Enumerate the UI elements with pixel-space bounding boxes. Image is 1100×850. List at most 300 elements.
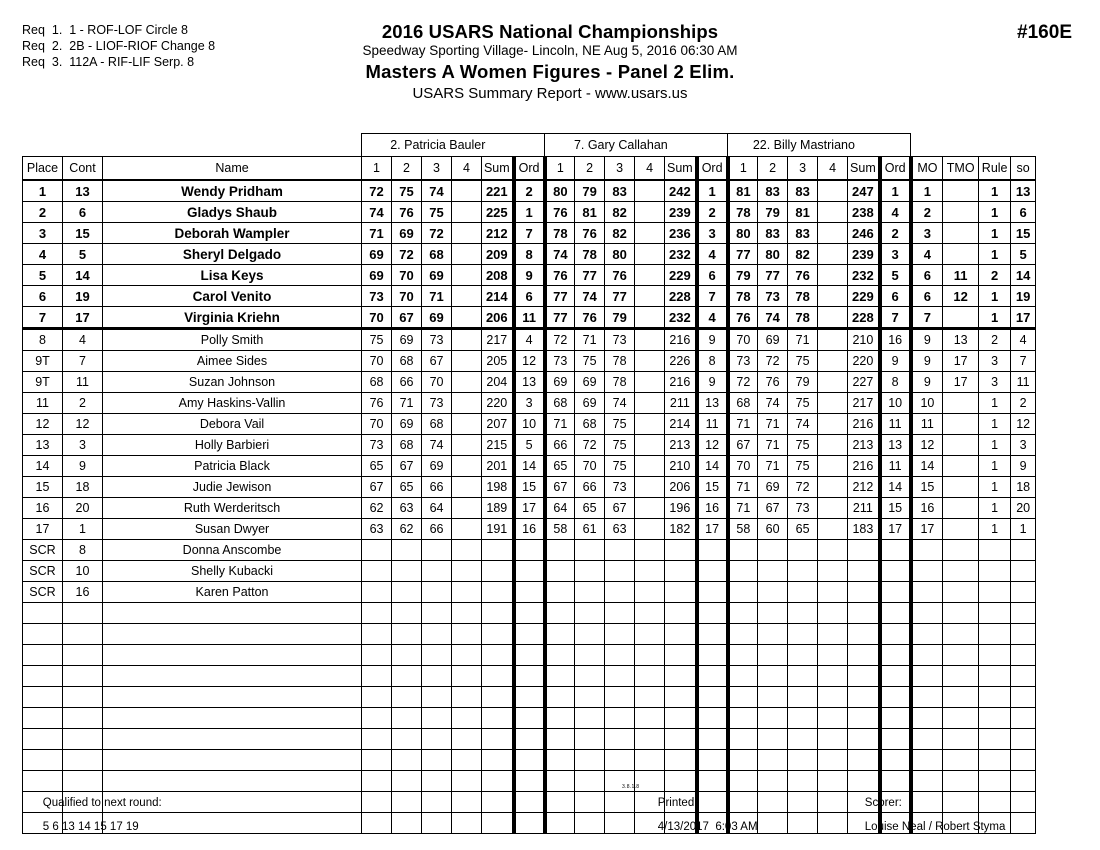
cell-cont: 1 <box>63 519 103 540</box>
cell-j1-f4 <box>452 729 482 750</box>
cell-mo: 9 <box>911 372 943 393</box>
cell-j1-f2: 75 <box>392 180 422 202</box>
cell-cont <box>63 645 103 666</box>
cell-j2-sum: 214 <box>665 414 697 435</box>
cell-j2-f4 <box>635 582 665 603</box>
cell-rule: 1 <box>979 456 1011 477</box>
judge-3-band-tail <box>880 134 911 157</box>
cell-j1-f1: 65 <box>362 456 392 477</box>
cell-tmo <box>943 435 979 456</box>
cell-j3-ord <box>880 687 911 708</box>
cell-name: Shelly Kubacki <box>103 561 362 582</box>
cell-so <box>1011 729 1036 750</box>
cell-j1-f3: 67 <box>422 351 452 372</box>
cell-j2-sum: 206 <box>665 477 697 498</box>
cell-j2-ord <box>697 561 728 582</box>
cell-j1-ord <box>514 582 545 603</box>
cell-j2-ord: 4 <box>697 244 728 265</box>
cell-j2-f4 <box>635 540 665 561</box>
cell-mo: 6 <box>911 286 943 307</box>
cell-rule <box>979 750 1011 771</box>
cell-cont: 19 <box>63 286 103 307</box>
cell-j1-f4 <box>452 244 482 265</box>
cell-j3-f1: 72 <box>728 372 758 393</box>
cell-j3-ord: 7 <box>880 307 911 329</box>
cell-j3-f1 <box>728 540 758 561</box>
cell-j3-f1 <box>728 561 758 582</box>
cell-j1-f1: 76 <box>362 393 392 414</box>
cell-j2-sum <box>665 645 697 666</box>
cell-j1-ord <box>514 645 545 666</box>
table-row-empty[interactable] <box>23 750 1036 771</box>
cell-j1-f3 <box>422 603 452 624</box>
cell-j3-f2: 69 <box>758 477 788 498</box>
cell-j1-sum <box>482 813 514 834</box>
cell-j1-f1 <box>362 813 392 834</box>
cell-j2-f1 <box>545 708 575 729</box>
cell-j3-f3 <box>788 813 818 834</box>
cell-j3-f4 <box>818 603 848 624</box>
cell-j3-f2: 73 <box>758 286 788 307</box>
cell-mo: 7 <box>911 307 943 329</box>
cell-j3-f2 <box>758 582 788 603</box>
cell-so: 14 <box>1011 265 1036 286</box>
cell-j3-sum: 220 <box>848 351 880 372</box>
cell-j2-f2 <box>575 813 605 834</box>
cell-j1-f1: 69 <box>362 265 392 286</box>
cell-so <box>1011 603 1036 624</box>
cell-j3-sum: 213 <box>848 435 880 456</box>
cell-so: 18 <box>1011 477 1036 498</box>
printed-label: Printed: <box>657 797 698 809</box>
cell-j2-f4 <box>635 307 665 329</box>
cell-j3-f1: 70 <box>728 329 758 351</box>
cell-place <box>23 624 63 645</box>
cell-j1-sum <box>482 708 514 729</box>
cell-j3-ord <box>880 729 911 750</box>
cell-j2-f2: 72 <box>575 435 605 456</box>
cell-j1-f3: 68 <box>422 244 452 265</box>
cell-name: Virginia Kriehn <box>103 307 362 329</box>
table-row-empty[interactable] <box>23 708 1036 729</box>
cell-j2-sum <box>665 666 697 687</box>
cell-j1-ord <box>514 540 545 561</box>
table-row[interactable] <box>23 307 1036 329</box>
cell-j3-f4 <box>818 813 848 834</box>
cell-j2-f1 <box>545 666 575 687</box>
cell-cont: 16 <box>63 582 103 603</box>
cell-j2-f2 <box>575 561 605 582</box>
cell-j2-f2: 70 <box>575 456 605 477</box>
table-row[interactable] <box>23 180 1036 202</box>
cell-j3-ord <box>880 750 911 771</box>
cell-j1-ord <box>514 561 545 582</box>
cell-j2-f3: 82 <box>605 223 635 244</box>
cell-j2-f2 <box>575 666 605 687</box>
report-subtitle: USARS Summary Report - www.usars.us <box>412 84 688 102</box>
cell-so: 6 <box>1011 202 1036 223</box>
cell-cont: 10 <box>63 561 103 582</box>
cell-mo: 16 <box>911 498 943 519</box>
cell-j2-f1: 73 <box>545 351 575 372</box>
cell-j3-f2: 71 <box>758 435 788 456</box>
cell-j1-f4 <box>452 180 482 202</box>
cell-j2-f2: 78 <box>575 244 605 265</box>
cell-rule: 1 <box>979 223 1011 244</box>
judge-band-row <box>23 134 1036 157</box>
col-head-j2-sum: Sum <box>665 157 697 181</box>
cell-j3-ord: 13 <box>880 435 911 456</box>
cell-j2-sum <box>665 624 697 645</box>
cell-cont: 20 <box>63 498 103 519</box>
cell-so <box>1011 624 1036 645</box>
cell-j3-f2: 83 <box>758 180 788 202</box>
cell-j3-sum <box>848 666 880 687</box>
cell-j2-f4 <box>635 202 665 223</box>
cell-rule <box>979 624 1011 645</box>
cell-j3-f3: 81 <box>788 202 818 223</box>
cell-j3-ord <box>880 582 911 603</box>
cell-j3-sum: 216 <box>848 414 880 435</box>
cell-j1-f4 <box>452 456 482 477</box>
cell-j1-f3: 73 <box>422 393 452 414</box>
cell-so: 15 <box>1011 223 1036 244</box>
cell-j2-f4 <box>635 624 665 645</box>
table-row-empty[interactable] <box>23 729 1036 750</box>
table-row[interactable] <box>23 265 1036 286</box>
judge-1-band-tail <box>514 134 545 157</box>
cell-place: 14 <box>23 456 63 477</box>
cell-j2-sum <box>665 540 697 561</box>
cell-tmo: 11 <box>943 265 979 286</box>
table-row-empty[interactable] <box>23 645 1036 666</box>
cell-j1-f4 <box>452 561 482 582</box>
col-head-j2-f4: 4 <box>635 157 665 181</box>
cell-j2-ord: 15 <box>697 477 728 498</box>
table-row[interactable] <box>23 540 1036 561</box>
cell-tmo <box>943 223 979 244</box>
cell-j2-f4 <box>635 708 665 729</box>
cell-so <box>1011 666 1036 687</box>
cell-so: 5 <box>1011 244 1036 265</box>
cell-j1-ord: 2 <box>514 180 545 202</box>
cell-j2-ord: 4 <box>697 307 728 329</box>
cell-j3-ord <box>880 540 911 561</box>
cell-j3-sum: 238 <box>848 202 880 223</box>
cell-j3-f4 <box>818 645 848 666</box>
cell-j1-ord <box>514 750 545 771</box>
cell-j1-f3: 72 <box>422 223 452 244</box>
cell-place <box>23 603 63 624</box>
requirement-2: Req 2. 2B - LIOF-RIOF Change 8 <box>22 39 216 53</box>
cell-j3-f3: 74 <box>788 414 818 435</box>
cell-j2-f2: 79 <box>575 180 605 202</box>
cell-j2-f4 <box>635 180 665 202</box>
cell-j2-f2 <box>575 729 605 750</box>
cell-j1-ord: 10 <box>514 414 545 435</box>
cell-j1-ord: 6 <box>514 286 545 307</box>
cell-j1-ord <box>514 603 545 624</box>
cell-j3-sum: 183 <box>848 519 880 540</box>
cell-j3-f4 <box>818 372 848 393</box>
cell-so <box>1011 582 1036 603</box>
cell-mo: 10 <box>911 393 943 414</box>
cell-j1-f4 <box>452 603 482 624</box>
cell-j1-f4 <box>452 414 482 435</box>
cell-j1-ord: 4 <box>514 329 545 351</box>
cell-cont: 5 <box>63 244 103 265</box>
cell-j2-f3 <box>605 708 635 729</box>
cell-j1-f3: 69 <box>422 307 452 329</box>
cell-j2-f3: 82 <box>605 202 635 223</box>
table-row[interactable] <box>23 519 1036 540</box>
cell-name: Polly Smith <box>103 329 362 351</box>
table-row[interactable] <box>23 561 1036 582</box>
cell-j1-sum: 217 <box>482 329 514 351</box>
cell-j1-f3: 69 <box>422 265 452 286</box>
report-footer <box>0 783 1100 833</box>
cell-j3-sum <box>848 582 880 603</box>
cell-j3-f2 <box>758 540 788 561</box>
cell-j2-ord: 8 <box>697 351 728 372</box>
cell-name: Judie Jewison <box>103 477 362 498</box>
table-row[interactable] <box>23 582 1036 603</box>
cell-j2-sum <box>665 729 697 750</box>
table-row-empty[interactable] <box>23 624 1036 645</box>
cell-j2-ord: 13 <box>697 393 728 414</box>
cell-name: Holly Barbieri <box>103 435 362 456</box>
cell-mo: 14 <box>911 456 943 477</box>
col-head-j3-ord: Ord <box>880 157 911 181</box>
cell-j3-f2: 83 <box>758 223 788 244</box>
cell-j3-f4 <box>818 435 848 456</box>
cell-name <box>103 603 362 624</box>
cell-j1-f2 <box>392 729 422 750</box>
col-head-j2-ord: Ord <box>697 157 728 181</box>
cell-j1-f4 <box>452 202 482 223</box>
cell-j1-f1: 63 <box>362 519 392 540</box>
cell-j2-f4 <box>635 666 665 687</box>
cell-j3-f3 <box>788 687 818 708</box>
cell-cont: 15 <box>63 223 103 244</box>
cell-j3-f3 <box>788 750 818 771</box>
table-row-empty[interactable] <box>23 603 1036 624</box>
cell-j2-sum: 196 <box>665 498 697 519</box>
cell-j2-f3: 78 <box>605 351 635 372</box>
cell-j1-f2: 62 <box>392 519 422 540</box>
cell-place: 12 <box>23 414 63 435</box>
printed-line <box>645 785 758 845</box>
cell-j1-f1: 68 <box>362 372 392 393</box>
table-row[interactable] <box>23 456 1036 477</box>
cell-mo <box>911 561 943 582</box>
cell-j3-f2: 77 <box>758 265 788 286</box>
table-row[interactable] <box>23 223 1036 244</box>
table-row[interactable] <box>23 202 1036 223</box>
cell-j2-f3: 74 <box>605 393 635 414</box>
cell-j1-sum: 198 <box>482 477 514 498</box>
cell-j2-f1: 58 <box>545 519 575 540</box>
cell-tmo <box>943 540 979 561</box>
cell-j1-f2: 69 <box>392 414 422 435</box>
cell-j2-sum: 210 <box>665 456 697 477</box>
cell-j3-f1 <box>728 729 758 750</box>
cell-j1-sum: 208 <box>482 265 514 286</box>
cell-tmo <box>943 624 979 645</box>
table-head <box>23 134 1036 181</box>
cell-j3-f4 <box>818 414 848 435</box>
cell-j2-sum: 236 <box>665 223 697 244</box>
col-head-j1-f2: 2 <box>392 157 422 181</box>
cell-j1-sum: 221 <box>482 180 514 202</box>
cell-j1-f4 <box>452 540 482 561</box>
cell-j1-ord: 12 <box>514 351 545 372</box>
cell-mo: 9 <box>911 329 943 351</box>
table-row[interactable] <box>23 244 1036 265</box>
cell-j2-f1: 74 <box>545 244 575 265</box>
cell-place: SCR <box>23 582 63 603</box>
table-row[interactable] <box>23 351 1036 372</box>
cell-j3-f1: 68 <box>728 393 758 414</box>
table-row[interactable] <box>23 498 1036 519</box>
cell-mo <box>911 750 943 771</box>
cell-j1-f1: 69 <box>362 244 392 265</box>
table-row-empty[interactable] <box>23 687 1036 708</box>
cell-j2-f1: 76 <box>545 202 575 223</box>
cell-j3-ord <box>880 645 911 666</box>
table-row[interactable] <box>23 414 1036 435</box>
cell-j3-f4 <box>818 477 848 498</box>
cell-j1-ord: 3 <box>514 393 545 414</box>
cell-j3-f3: 73 <box>788 498 818 519</box>
judge-band-endspacer <box>911 134 1036 157</box>
cell-so <box>1011 561 1036 582</box>
table-row[interactable] <box>23 435 1036 456</box>
cell-name <box>103 687 362 708</box>
cell-so: 12 <box>1011 414 1036 435</box>
cell-j3-f3 <box>788 645 818 666</box>
cell-j2-f2: 65 <box>575 498 605 519</box>
cell-j3-f2: 72 <box>758 351 788 372</box>
cell-j3-f2: 67 <box>758 498 788 519</box>
cell-j2-f3: 76 <box>605 265 635 286</box>
cell-j1-f3 <box>422 813 452 834</box>
cell-j2-f2: 77 <box>575 265 605 286</box>
cell-j2-f2 <box>575 750 605 771</box>
cell-j1-f2 <box>392 582 422 603</box>
cell-j2-f1: 66 <box>545 435 575 456</box>
cell-j1-f3 <box>422 561 452 582</box>
cell-j1-f1: 70 <box>362 307 392 329</box>
cell-name: Aimee Sides <box>103 351 362 372</box>
cell-j3-f4 <box>818 750 848 771</box>
cell-j1-f2: 68 <box>392 435 422 456</box>
cell-j1-f2: 70 <box>392 265 422 286</box>
cell-mo: 11 <box>911 414 943 435</box>
cell-cont: 3 <box>63 435 103 456</box>
table-row[interactable] <box>23 329 1036 351</box>
cell-j3-ord: 17 <box>880 519 911 540</box>
version-label: 3.8.1.8 <box>622 784 640 790</box>
qualified-line <box>30 785 162 845</box>
cell-j1-f1: 62 <box>362 498 392 519</box>
cell-j2-f4 <box>635 687 665 708</box>
cell-j3-sum <box>848 561 880 582</box>
cell-j2-sum <box>665 708 697 729</box>
cell-j2-ord: 14 <box>697 456 728 477</box>
cell-j3-f1 <box>728 603 758 624</box>
cell-tmo <box>943 393 979 414</box>
cell-rule: 1 <box>979 414 1011 435</box>
cell-j3-f2: 74 <box>758 393 788 414</box>
cell-rule: 1 <box>979 477 1011 498</box>
cell-j3-sum: 211 <box>848 498 880 519</box>
scorer-value: Louise Neal / Robert Styma <box>864 821 1006 833</box>
table-row[interactable] <box>23 477 1036 498</box>
cell-j2-ord: 7 <box>697 286 728 307</box>
cell-place: 15 <box>23 477 63 498</box>
cell-j1-f1 <box>362 687 392 708</box>
cell-j1-f4 <box>452 265 482 286</box>
cell-j2-f4 <box>635 329 665 351</box>
table-row[interactable] <box>23 393 1036 414</box>
cell-place <box>23 750 63 771</box>
cell-j1-f1: 70 <box>362 351 392 372</box>
event-title: Masters A Women Figures - Panel 2 Elim. <box>365 60 735 82</box>
cell-j1-f1: 72 <box>362 180 392 202</box>
cell-j3-f3: 72 <box>788 477 818 498</box>
cell-j3-sum: 232 <box>848 265 880 286</box>
cell-cont: 17 <box>63 307 103 329</box>
cell-name: Amy Haskins-Vallin <box>103 393 362 414</box>
cell-mo: 17 <box>911 519 943 540</box>
cell-rule: 1 <box>979 498 1011 519</box>
cell-j1-sum: 207 <box>482 414 514 435</box>
cell-j2-f4 <box>635 351 665 372</box>
cell-cont: 6 <box>63 202 103 223</box>
table-row[interactable] <box>23 286 1036 307</box>
cell-j2-sum: 232 <box>665 307 697 329</box>
cell-j1-sum: 220 <box>482 393 514 414</box>
cell-j3-f4 <box>818 519 848 540</box>
cell-rule: 1 <box>979 180 1011 202</box>
table-row[interactable] <box>23 372 1036 393</box>
cell-j2-ord: 9 <box>697 372 728 393</box>
cell-j2-f3 <box>605 624 635 645</box>
cell-name <box>103 666 362 687</box>
cell-j3-f2 <box>758 750 788 771</box>
cell-j1-sum <box>482 666 514 687</box>
cell-j3-f1: 71 <box>728 498 758 519</box>
cell-j2-f4 <box>635 372 665 393</box>
cell-name <box>103 708 362 729</box>
table-row-empty[interactable] <box>23 666 1036 687</box>
cell-cont: 7 <box>63 351 103 372</box>
cell-j2-f1 <box>545 813 575 834</box>
cell-j3-f4 <box>818 582 848 603</box>
cell-j1-ord <box>514 624 545 645</box>
cell-j1-sum <box>482 645 514 666</box>
cell-j1-f4 <box>452 582 482 603</box>
cell-j3-f4 <box>818 498 848 519</box>
cell-mo: 1 <box>911 180 943 202</box>
cell-place <box>23 666 63 687</box>
cell-j2-f2 <box>575 624 605 645</box>
cell-tmo <box>943 477 979 498</box>
cell-j1-sum: 214 <box>482 286 514 307</box>
cell-so <box>1011 750 1036 771</box>
cell-j3-f2 <box>758 708 788 729</box>
